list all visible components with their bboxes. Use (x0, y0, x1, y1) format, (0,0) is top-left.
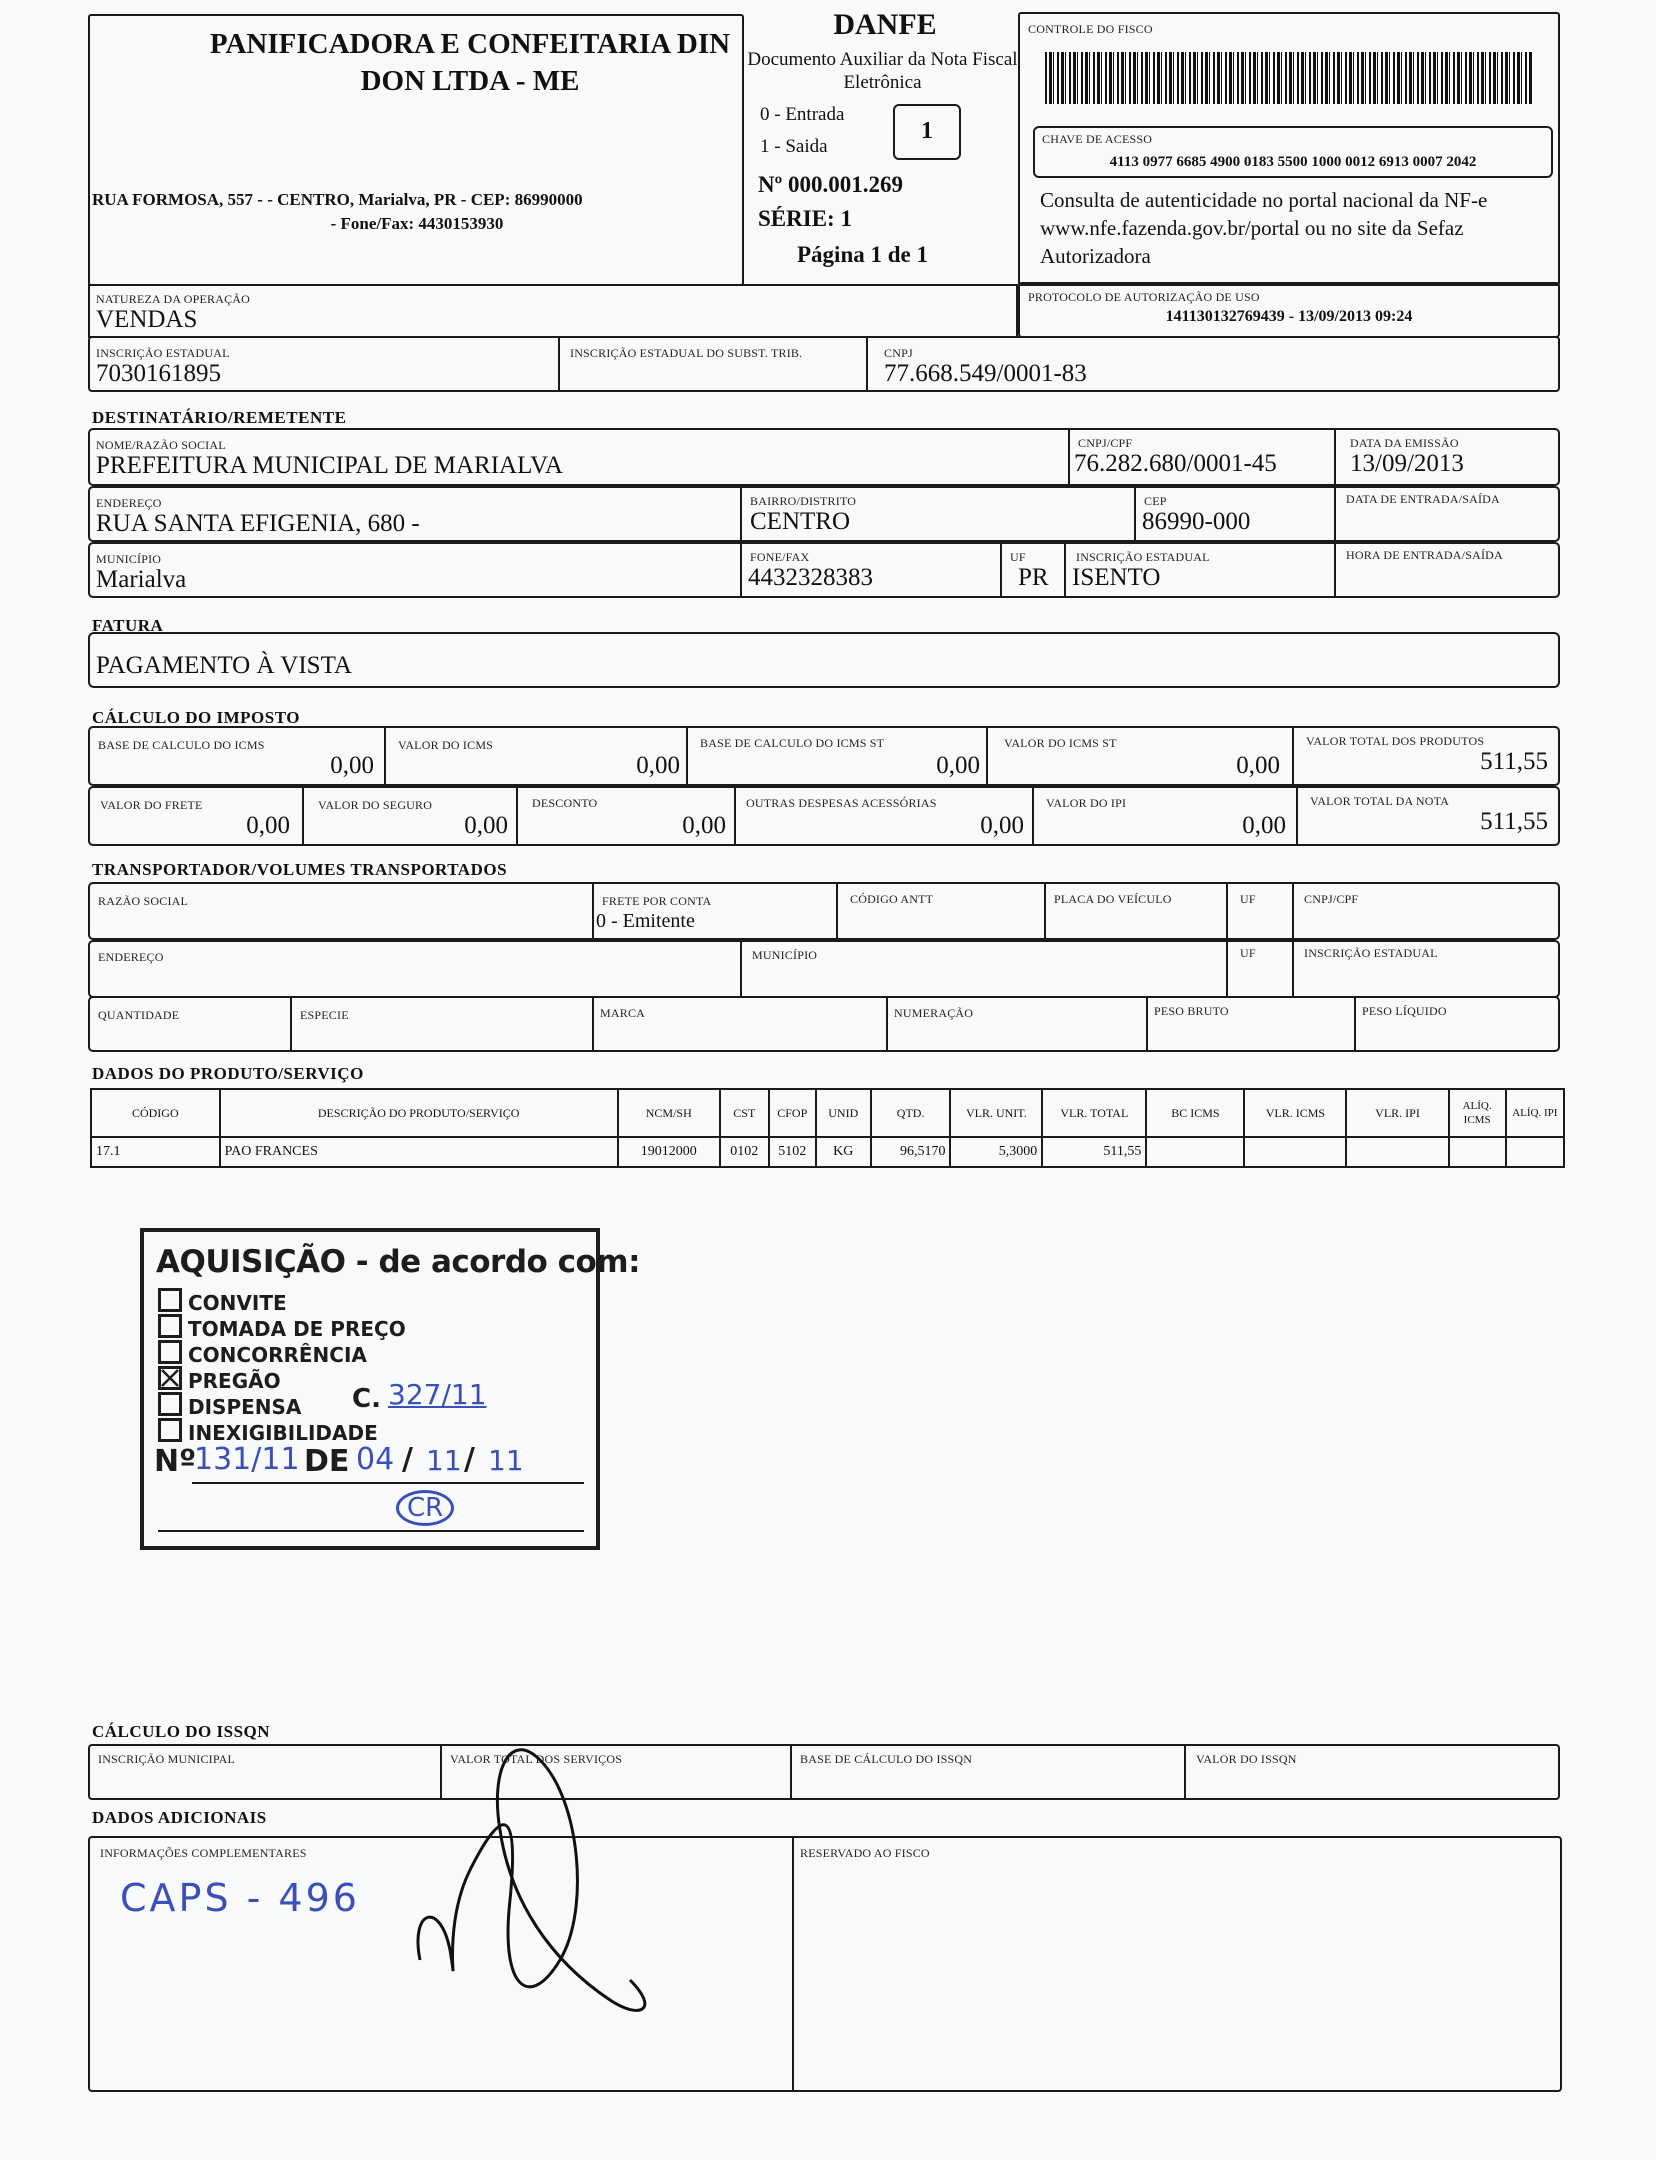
col-cst: CST (720, 1089, 769, 1137)
transp-municipio-label: MUNICÍPIO (752, 948, 818, 962)
transp-numeracao-label: NUMERAÇÃO (894, 1006, 974, 1020)
col-vlr-ipi: VLR. IPI (1346, 1089, 1448, 1137)
produtos-table (90, 1088, 1565, 1168)
table-row (91, 1137, 1564, 1167)
chave-value: 4113 0977 6685 4900 0183 5500 1000 0012 6913 0007 2042 (1109, 154, 1477, 170)
cell-vlr-ipi (1346, 1137, 1448, 1167)
transp-razao-label: RAZÃO SOCIAL (98, 894, 189, 908)
dest-cep-label: CEP (1144, 494, 1167, 508)
stamp-n-label: Nº (154, 1444, 197, 1479)
cell-aliq-icms (1449, 1137, 1506, 1167)
chave-label: CHAVE DE ACESSO (1042, 132, 1153, 146)
dest-ie-label: INSCRIÇÃO ESTADUAL (1076, 550, 1210, 564)
fatura-title: FATURA (92, 616, 164, 635)
cell-codigo: 17.1 (91, 1137, 220, 1167)
cell-vlr-icms (1244, 1137, 1346, 1167)
transp-placa-label: PLACA DO VEÍCULO (1054, 892, 1172, 906)
fisco-reserved-label: RESERVADO AO FISCO (800, 1846, 930, 1860)
produtos-header-row (91, 1089, 1564, 1137)
stamp-date-sep2: / (464, 1442, 475, 1477)
desconto-label: DESCONTO (532, 796, 598, 810)
adicionais-title: DADOS ADICIONAIS (92, 1808, 267, 1827)
info-handwritten: CAPS - 496 (120, 1876, 360, 1920)
fatura-value: PAGAMENTO À VISTA (96, 652, 352, 679)
cell-bc-icms (1146, 1137, 1244, 1167)
stamp-option-tomada: TOMADA DE PREÇO (158, 1314, 406, 1341)
dest-cnpj-value: 76.282.680/0001-45 (1074, 450, 1277, 477)
base-st-value: 0,00 (936, 752, 980, 779)
cell-ncm: 19012000 (618, 1137, 720, 1167)
stamp-date-day: 04 (356, 1442, 395, 1477)
issqn-title: CÁLCULO DO ISSQN (92, 1722, 271, 1741)
danfe-subtitle: Documento Auxiliar da Nota Fiscal Eletrônica (747, 49, 1018, 93)
transp-antt-label: CÓDIGO ANTT (850, 892, 934, 906)
base-icms-label: BASE DE CALCULO DO ICMS (98, 738, 265, 752)
issuer-name: PANIFICADORA E CONFEITARIA DIN DON LTDA - ME (209, 28, 731, 97)
col-aliq-icms: ALÍQ. ICMS (1449, 1089, 1506, 1137)
transp-endereco-label: ENDEREÇO (98, 950, 164, 964)
dest-fone-value: 4432328383 (748, 564, 873, 591)
ie-label: INSCRIÇÃO ESTADUAL (96, 346, 230, 360)
natureza-label: NATUREZA DA OPERAÇÃO (96, 292, 251, 306)
stamp-date-year: 11 (488, 1444, 524, 1477)
valor-icms-value: 0,00 (636, 752, 680, 779)
total-nota-value: 511,55 (1480, 808, 1548, 835)
stamp-de-label: DE (304, 1444, 350, 1479)
dest-emissao-value: 13/09/2013 (1350, 450, 1464, 477)
transp-quantidade-label: QUANTIDADE (98, 1008, 180, 1022)
col-qtd: QTD. (871, 1089, 951, 1137)
seguro-label: VALOR DO SEGURO (318, 798, 433, 812)
dest-nome-value: PREFEITURA MUNICIPAL DE MARIALVA (96, 452, 563, 479)
stamp-title: AQUISIÇÃO - de acordo com: (156, 1244, 640, 1280)
cnpj-label: CNPJ (884, 346, 913, 360)
produtos-title: DADOS DO PRODUTO/SERVIÇO (92, 1064, 364, 1083)
info-label: INFORMAÇÕES COMPLEMENTARES (100, 1846, 307, 1860)
dest-municipio-value: Marialva (96, 566, 187, 593)
dest-endereco-value: RUA SANTA EFIGENIA, 680 - (96, 510, 420, 537)
cell-unid: KG (816, 1137, 871, 1167)
col-vlr-unit: VLR. UNIT. (950, 1089, 1042, 1137)
cell-aliq-ipi (1506, 1137, 1564, 1167)
transp-frete-value: 0 - Emitente (596, 910, 695, 932)
transp-marca-label: MARCA (600, 1006, 646, 1020)
protocolo-label: PROTOCOLO DE AUTORIZAÇÃO DE USO (1028, 290, 1260, 304)
dest-hora-label: HORA DE ENTRADA/SAÍDA (1346, 548, 1503, 562)
stamp-date-month: 11 (426, 1444, 462, 1477)
base-st-label: BASE DE CALCULO DO ICMS ST (700, 736, 885, 750)
checkbox-icon (158, 1340, 182, 1364)
stamp-option-convite: CONVITE (158, 1288, 287, 1315)
transp-ie-label: INSCRIÇÃO ESTADUAL (1304, 946, 1438, 960)
col-vlr-icms: VLR. ICMS (1244, 1089, 1346, 1137)
stamp-c-label: C. (352, 1384, 381, 1414)
total-prod-value: 511,55 (1480, 748, 1548, 775)
col-aliq-ipi: ALÍQ. IPI (1506, 1089, 1564, 1137)
danfe-numero: Nº 000.001.269 (758, 172, 903, 197)
checkbox-icon (158, 1392, 182, 1416)
transp-peso-bruto-label: PESO BRUTO (1154, 1004, 1229, 1018)
dest-bairro-label: BAIRRO/DISTRITO (750, 494, 857, 508)
cnpj-value: 77.668.549/0001-83 (884, 360, 1087, 387)
issuer-phone: - Fone/Fax: 4430153930 (330, 214, 504, 233)
ipi-value: 0,00 (1242, 812, 1286, 839)
col-vlr-total: VLR. TOTAL (1042, 1089, 1146, 1137)
transp-frete-label: FRETE POR CONTA (602, 894, 712, 908)
stamp-option-dispensa: DISPENSA (158, 1392, 301, 1419)
adicionais-box (88, 1836, 1562, 2092)
natureza-value: VENDAS (96, 306, 198, 333)
col-cfop: CFOP (769, 1089, 816, 1137)
signature-image (380, 1710, 680, 2040)
transp-uf-label: UF (1240, 892, 1256, 906)
base-icms-value: 0,00 (330, 752, 374, 779)
stamp-option-pregao: PREGÃO (158, 1366, 281, 1393)
ie-st-label: INSCRIÇÃO ESTADUAL DO SUBST. TRIB. (570, 346, 803, 360)
issqn-im-label: INSCRIÇÃO MUNICIPAL (98, 1752, 236, 1766)
dest-nome-label: NOME/RAZÃO SOCIAL (96, 438, 226, 452)
ipi-label: VALOR DO IPI (1046, 796, 1127, 810)
col-ncm: NCM/SH (618, 1089, 720, 1137)
col-descricao: DESCRIÇÃO DO PRODUTO/SERVIÇO (220, 1089, 618, 1137)
cell-qtd: 96,5170 (871, 1137, 951, 1167)
checkbox-checked-icon (158, 1366, 182, 1390)
col-bc-icms: BC ICMS (1146, 1089, 1244, 1137)
acquisition-stamp (140, 1228, 640, 1550)
checkbox-icon (158, 1288, 182, 1312)
desconto-value: 0,00 (682, 812, 726, 839)
danfe-entrada: 0 - Entrada (760, 104, 845, 125)
tipo-value: 1 (921, 118, 933, 144)
dest-fone-label: FONE/FAX (750, 550, 810, 564)
danfe-pagina: Página 1 de 1 (797, 242, 928, 267)
dest-bairro-value: CENTRO (750, 508, 850, 535)
transp-especie-label: ESPECIE (300, 1008, 349, 1022)
issuer-address: RUA FORMOSA, 557 - - CENTRO, Marialva, PR - CEP: 86990000 (92, 190, 583, 209)
stamp-option-concorrencia: CONCORRÊNCIA (158, 1340, 367, 1367)
consulta-text: Consulta de autenticidade no portal nacional da NF-e www.nfe.fazenda.gov.br/portal ou no site da Sefaz Autorizadora (1040, 188, 1488, 268)
cell-cst: 0102 (720, 1137, 769, 1167)
transp-row-3 (88, 996, 1560, 1052)
danfe-title: DANFE (833, 8, 937, 41)
issqn-valor-label: VALOR DO ISSQN (1196, 1752, 1297, 1766)
dest-cep-value: 86990-000 (1142, 508, 1251, 535)
stamp-option-inexigibilidade: INEXIGIBILIDADE (158, 1418, 378, 1445)
transp-cnpj-label: CNPJ/CPF (1304, 892, 1359, 906)
total-prod-label: VALOR TOTAL DOS PRODUTOS (1306, 734, 1485, 748)
transporte-title: TRANSPORTADOR/VOLUMES TRANSPORTADOS (92, 860, 508, 879)
stamp-c-value: 327/11 (388, 1378, 487, 1411)
stamp-date-sep1: / (402, 1442, 413, 1477)
dest-ie-value: ISENTO (1072, 564, 1161, 591)
issqn-total-label: VALOR TOTAL DOS SERVIÇOS (450, 1752, 623, 1766)
ie-row-box (88, 336, 1560, 392)
outras-label: OUTRAS DESPESAS ACESSÓRIAS (746, 796, 937, 810)
stamp-n-value: 131/11 (194, 1442, 300, 1477)
valor-icms-label: VALOR DO ICMS (398, 738, 494, 752)
seguro-value: 0,00 (464, 812, 508, 839)
cell-vlr-total: 511,55 (1042, 1137, 1146, 1167)
total-nota-label: VALOR TOTAL DA NOTA (1310, 794, 1450, 808)
barcode (1045, 52, 1533, 104)
protocolo-value: 141130132769439 - 13/09/2013 09:24 (1165, 308, 1413, 325)
transp-row-1 (88, 882, 1560, 940)
cell-descricao: PAO FRANCES (220, 1137, 618, 1167)
transp-uf2-label: UF (1240, 946, 1256, 960)
dest-cnpj-label: CNPJ/CPF (1078, 436, 1133, 450)
issqn-base-label: BASE DE CÁLCULO DO ISSQN (800, 1752, 973, 1766)
col-codigo: CÓDIGO (91, 1089, 220, 1137)
valor-st-value: 0,00 (1236, 752, 1280, 779)
danfe-serie: SÉRIE: 1 (758, 206, 852, 231)
outras-value: 0,00 (980, 812, 1024, 839)
cell-cfop: 5102 (769, 1137, 816, 1167)
frete-label: VALOR DO FRETE (100, 798, 203, 812)
transp-peso-liquido-label: PESO LÍQUIDO (1362, 1004, 1447, 1018)
imposto-title: CÁLCULO DO IMPOSTO (92, 708, 300, 727)
danfe-saida: 1 - Saida (760, 136, 828, 157)
controle-label: CONTROLE DO FISCO (1028, 22, 1153, 36)
col-unid: UNID (816, 1089, 871, 1137)
valor-st-label: VALOR DO ICMS ST (1004, 736, 1117, 750)
dest-municipio-label: MUNICÍPIO (96, 552, 162, 566)
destinatario-title: DESTINATÁRIO/REMETENTE (92, 408, 347, 427)
stamp-initials: CR (396, 1490, 454, 1526)
dest-uf-label: UF (1010, 550, 1026, 564)
dest-uf-value: PR (1018, 564, 1049, 591)
dest-endereco-label: ENDEREÇO (96, 496, 162, 510)
cell-vlr-unit: 5,3000 (950, 1137, 1042, 1167)
dest-emissao-label: DATA DA EMISSÃO (1350, 436, 1459, 450)
frete-value: 0,00 (246, 812, 290, 839)
dest-entrada-label: DATA DE ENTRADA/SAÍDA (1346, 492, 1500, 506)
ie-value: 7030161895 (96, 360, 221, 387)
checkbox-icon (158, 1314, 182, 1338)
checkbox-icon (158, 1418, 182, 1442)
